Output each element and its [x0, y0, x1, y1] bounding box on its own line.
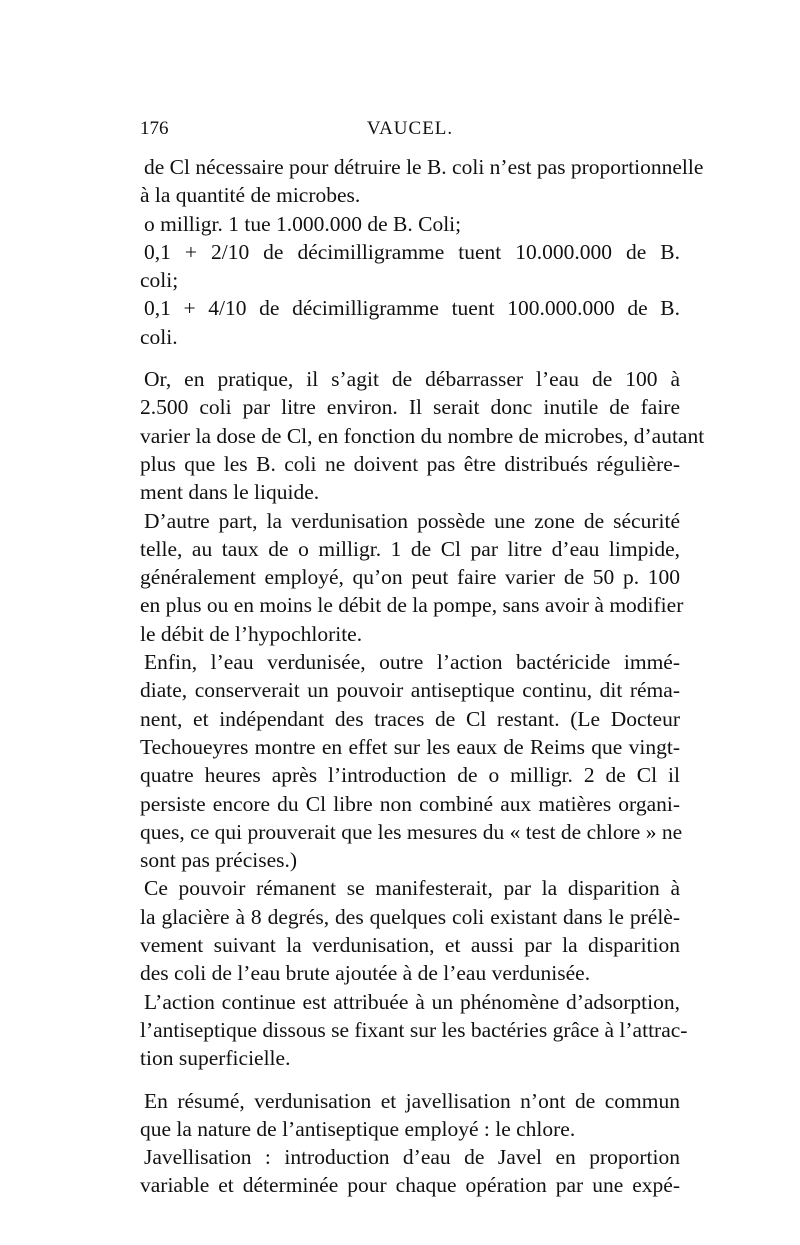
text-line: Techoueyres montre en effet sur les eaux de Reims que vingt-	[140, 734, 680, 759]
text-line: que la nature de l’antiseptique employé : le chlore.	[140, 1116, 576, 1141]
paragraph	[140, 648, 683, 874]
paragraph	[140, 1143, 680, 1200]
text-line: ment dans le liquide.	[140, 480, 320, 505]
text-line: des coli de l’eau brute ajoutée à de l’eau verdunisée.	[140, 961, 591, 986]
text-line: L’action continue est attribuée à un phénomène d’adsorption,	[144, 989, 680, 1014]
page-number: 176	[140, 118, 169, 139]
text-line: coli.	[140, 324, 178, 349]
text-line: varier la dose de Cl, en fonction du nombre de microbes, d’autant	[140, 423, 705, 448]
paragraph-gap	[140, 1073, 680, 1087]
text-line: D’autre part, la verdunisation possède une zone de sécurité	[144, 508, 680, 533]
paragraph	[140, 507, 684, 648]
running-head: VAUCEL.	[366, 118, 454, 139]
paragraph	[140, 874, 680, 987]
text-line: Javellisation : introduction d’eau de Javel en proportion	[144, 1145, 680, 1170]
text-line: de Cl nécessaire pour détruire le B. coli n’est pas proportionnelle	[144, 155, 704, 179]
text-line: en plus ou en moins le débit de la pompe, sans avoir à modifier	[140, 593, 684, 618]
body-text	[140, 153, 705, 1200]
text-line: quatre heures après l’introduction de o milligr. 2 de Cl il	[140, 763, 680, 788]
paragraph	[140, 1087, 680, 1144]
text-line: Or, en pratique, il s’agit de débarrasser l’eau de 100 à	[144, 367, 680, 392]
paragraph	[140, 153, 704, 210]
text-line: plus que les B. coli ne doivent pas être distribués régulière-	[140, 451, 680, 476]
paragraph-gap	[140, 351, 680, 365]
text-line: o milligr. 1 tue 1.000.000 de B. Coli;	[144, 211, 462, 236]
text-line: tion superficielle.	[140, 1046, 291, 1071]
text-line: 2.500 coli par litre environ. Il serait donc inutile de faire	[140, 395, 680, 420]
text-line: Enfin, l’eau verdunisée, outre l’action bactéricide immé-	[144, 650, 680, 675]
page-header	[140, 118, 680, 148]
text-line: sont pas précises.)	[140, 848, 298, 873]
text-line: l’antiseptique dissous se fixant sur les bactéries grâce à l’attrac-	[140, 1017, 688, 1042]
paragraph	[140, 988, 688, 1073]
text-line: telle, au taux de o milligr. 1 de Cl par litre d’eau limpide,	[140, 536, 680, 561]
paragraph	[140, 238, 680, 295]
text-line: le débit de l’hypochlorite.	[140, 621, 363, 646]
text-line: variable et déterminée pour chaque opération par une expé-	[140, 1173, 680, 1198]
text-line: coli;	[140, 268, 179, 293]
text-line: la glacière à 8 degrés, des quelques coli existant dans le prélè-	[140, 904, 680, 929]
paragraph	[140, 210, 680, 238]
text-line: En résumé, verdunisation et javellisation n’ont de commun	[144, 1088, 680, 1113]
text-line: persiste encore du Cl libre non combiné aux matières organi-	[140, 791, 680, 816]
text-line: ques, ce qui prouverait que les mesures du « test de chlore » ne	[140, 819, 683, 844]
text-line: généralement employé, qu’on peut faire varier de 50 p. 100	[140, 565, 680, 590]
text-line: diate, conserverait un pouvoir antiseptique continu, dit réma-	[140, 678, 680, 703]
paragraph	[140, 365, 705, 506]
text-line: 0,1 + 2/10 de décimilligramme tuent 10.000.000 de B.	[144, 239, 680, 264]
paragraph	[140, 294, 680, 351]
text-line: Ce pouvoir rémanent se manifesterait, par la disparition à	[144, 876, 680, 901]
text-line: nent, et indépendant des traces de Cl restant. (Le Docteur	[140, 706, 680, 731]
text-line: à la quantité de microbes.	[140, 183, 361, 208]
text-line: vement suivant la verdunisation, et aussi par la disparition	[140, 933, 680, 958]
text-line: 0,1 + 4/10 de décimilligramme tuent 100.000.000 de B.	[144, 296, 680, 321]
